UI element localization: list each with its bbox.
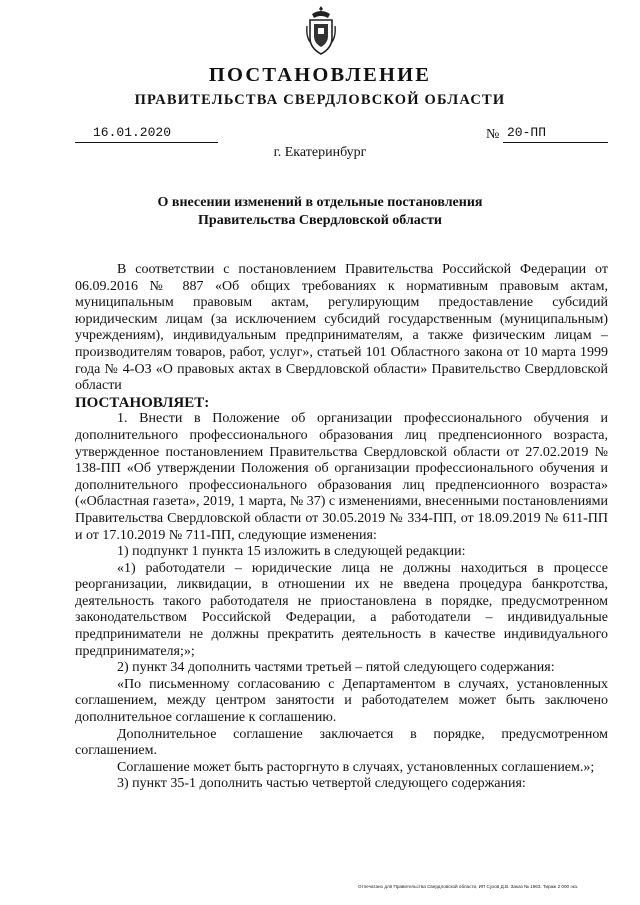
document-number: 20-ПП — [503, 124, 608, 143]
heading-line-1: О внесении изменений в отдельные постановления — [157, 195, 483, 210]
heading-line-2: Правительства Свердловской области — [198, 213, 442, 228]
subitem-1-paragraph: 1) подпункт 1 пункта 15 изложить в следующей редакции: — [117, 544, 466, 560]
subitem-2-part-2: Дополнительное соглашение заключается в порядке, предусмотренном соглашением. — [75, 726, 608, 759]
number-sign: № — [486, 127, 500, 142]
subitem-2-part-1: «По письменному согласованию с Департаментом в случаях, установленных соглашением, между центром занятости и работодателем может быть заключено дополнительное соглашение к соглашению. — [75, 676, 608, 726]
resolve-heading: ПОСТАНОВЛЯЕТ: — [75, 394, 210, 411]
subitem-1-text: «1) работодатели – юридические лица не должны находиться в процессе реорганизации, ликвидации, в отношении их не введена процедура банкротства, деятельность такого работодателя не приостановлена в порядке, предусмотренном законодательством Российской Федерации, а работодатели – индивидуальные предприниматели не должны прекратить деятельность в качестве индивидуального предпринимателя;»; — [75, 560, 608, 659]
subitem-3-paragraph: 3) пункт 35-1 дополнить частью четвертой следующего содержания: — [117, 776, 526, 792]
subitem-2-part-3: Соглашение может быть расторгнуто в случаях, установленных соглашением.»; — [117, 759, 595, 775]
print-imprint: Отпечатано для Правительства Свердловской области, ИП Сухов Д.В. Заказ № 1963. Тираж 2 000 экз. — [358, 884, 579, 889]
document-subtitle: ПРАВИТЕЛЬСТВА СВЕРДЛОВСКОЙ ОБЛАСТИ — [134, 92, 506, 108]
document-body — [75, 262, 608, 793]
item-1-paragraph: 1. Внести в Положение об организации профессионального обучения и дополнительного профессионального образования лиц предпенсионного возраста, утвержденное постановлением Правительства Свердловской области от 27.02.2019 № 138-ПП «Об утверждении Положения об организации профессионального обучения и дополнительного профессионального образования лиц предпенсионного возраста» («Областная газета», 2019, 1 марта, № 37) с изменениями, внесенными постановлениями Правительства Свердловской области от 30.05.2019 № 334-ПП, от 18.09.2019 № 611-ПП и от 17.10.2019 № 711-ПП, следующие изменения: — [75, 411, 608, 543]
document-date: 16.01.2020 — [75, 124, 218, 143]
coat-of-arms-icon — [306, 4, 336, 56]
document-heading — [0, 194, 640, 230]
document-title: ПОСТАНОВЛЕНИЕ — [208, 64, 432, 86]
subitem-2-paragraph: 2) пункт 34 дополнить частями третьей – пятой следующего содержания: — [117, 660, 555, 676]
city-label: г. Екатеринбург — [273, 145, 367, 160]
intro-paragraph: В соответствии с постановлением Правительства Российской Федерации от 06.09.2016 № 887 «Об общих требованиях к нормативным правовым актам, муниципальным правовым актам, регулирующим предоставление субсидий юридическим лицам (за исключением субсидий государственным (муниципальным) учреждениям), индивидуальным предпринимателям, а также физическим лицам – производителям товаров, работ, услуг», статьей 101 Областного закона от 10 марта 1999 года № 4-ОЗ «О правовых актах в Свердловской области» Правительство Свердловской области — [75, 262, 608, 394]
